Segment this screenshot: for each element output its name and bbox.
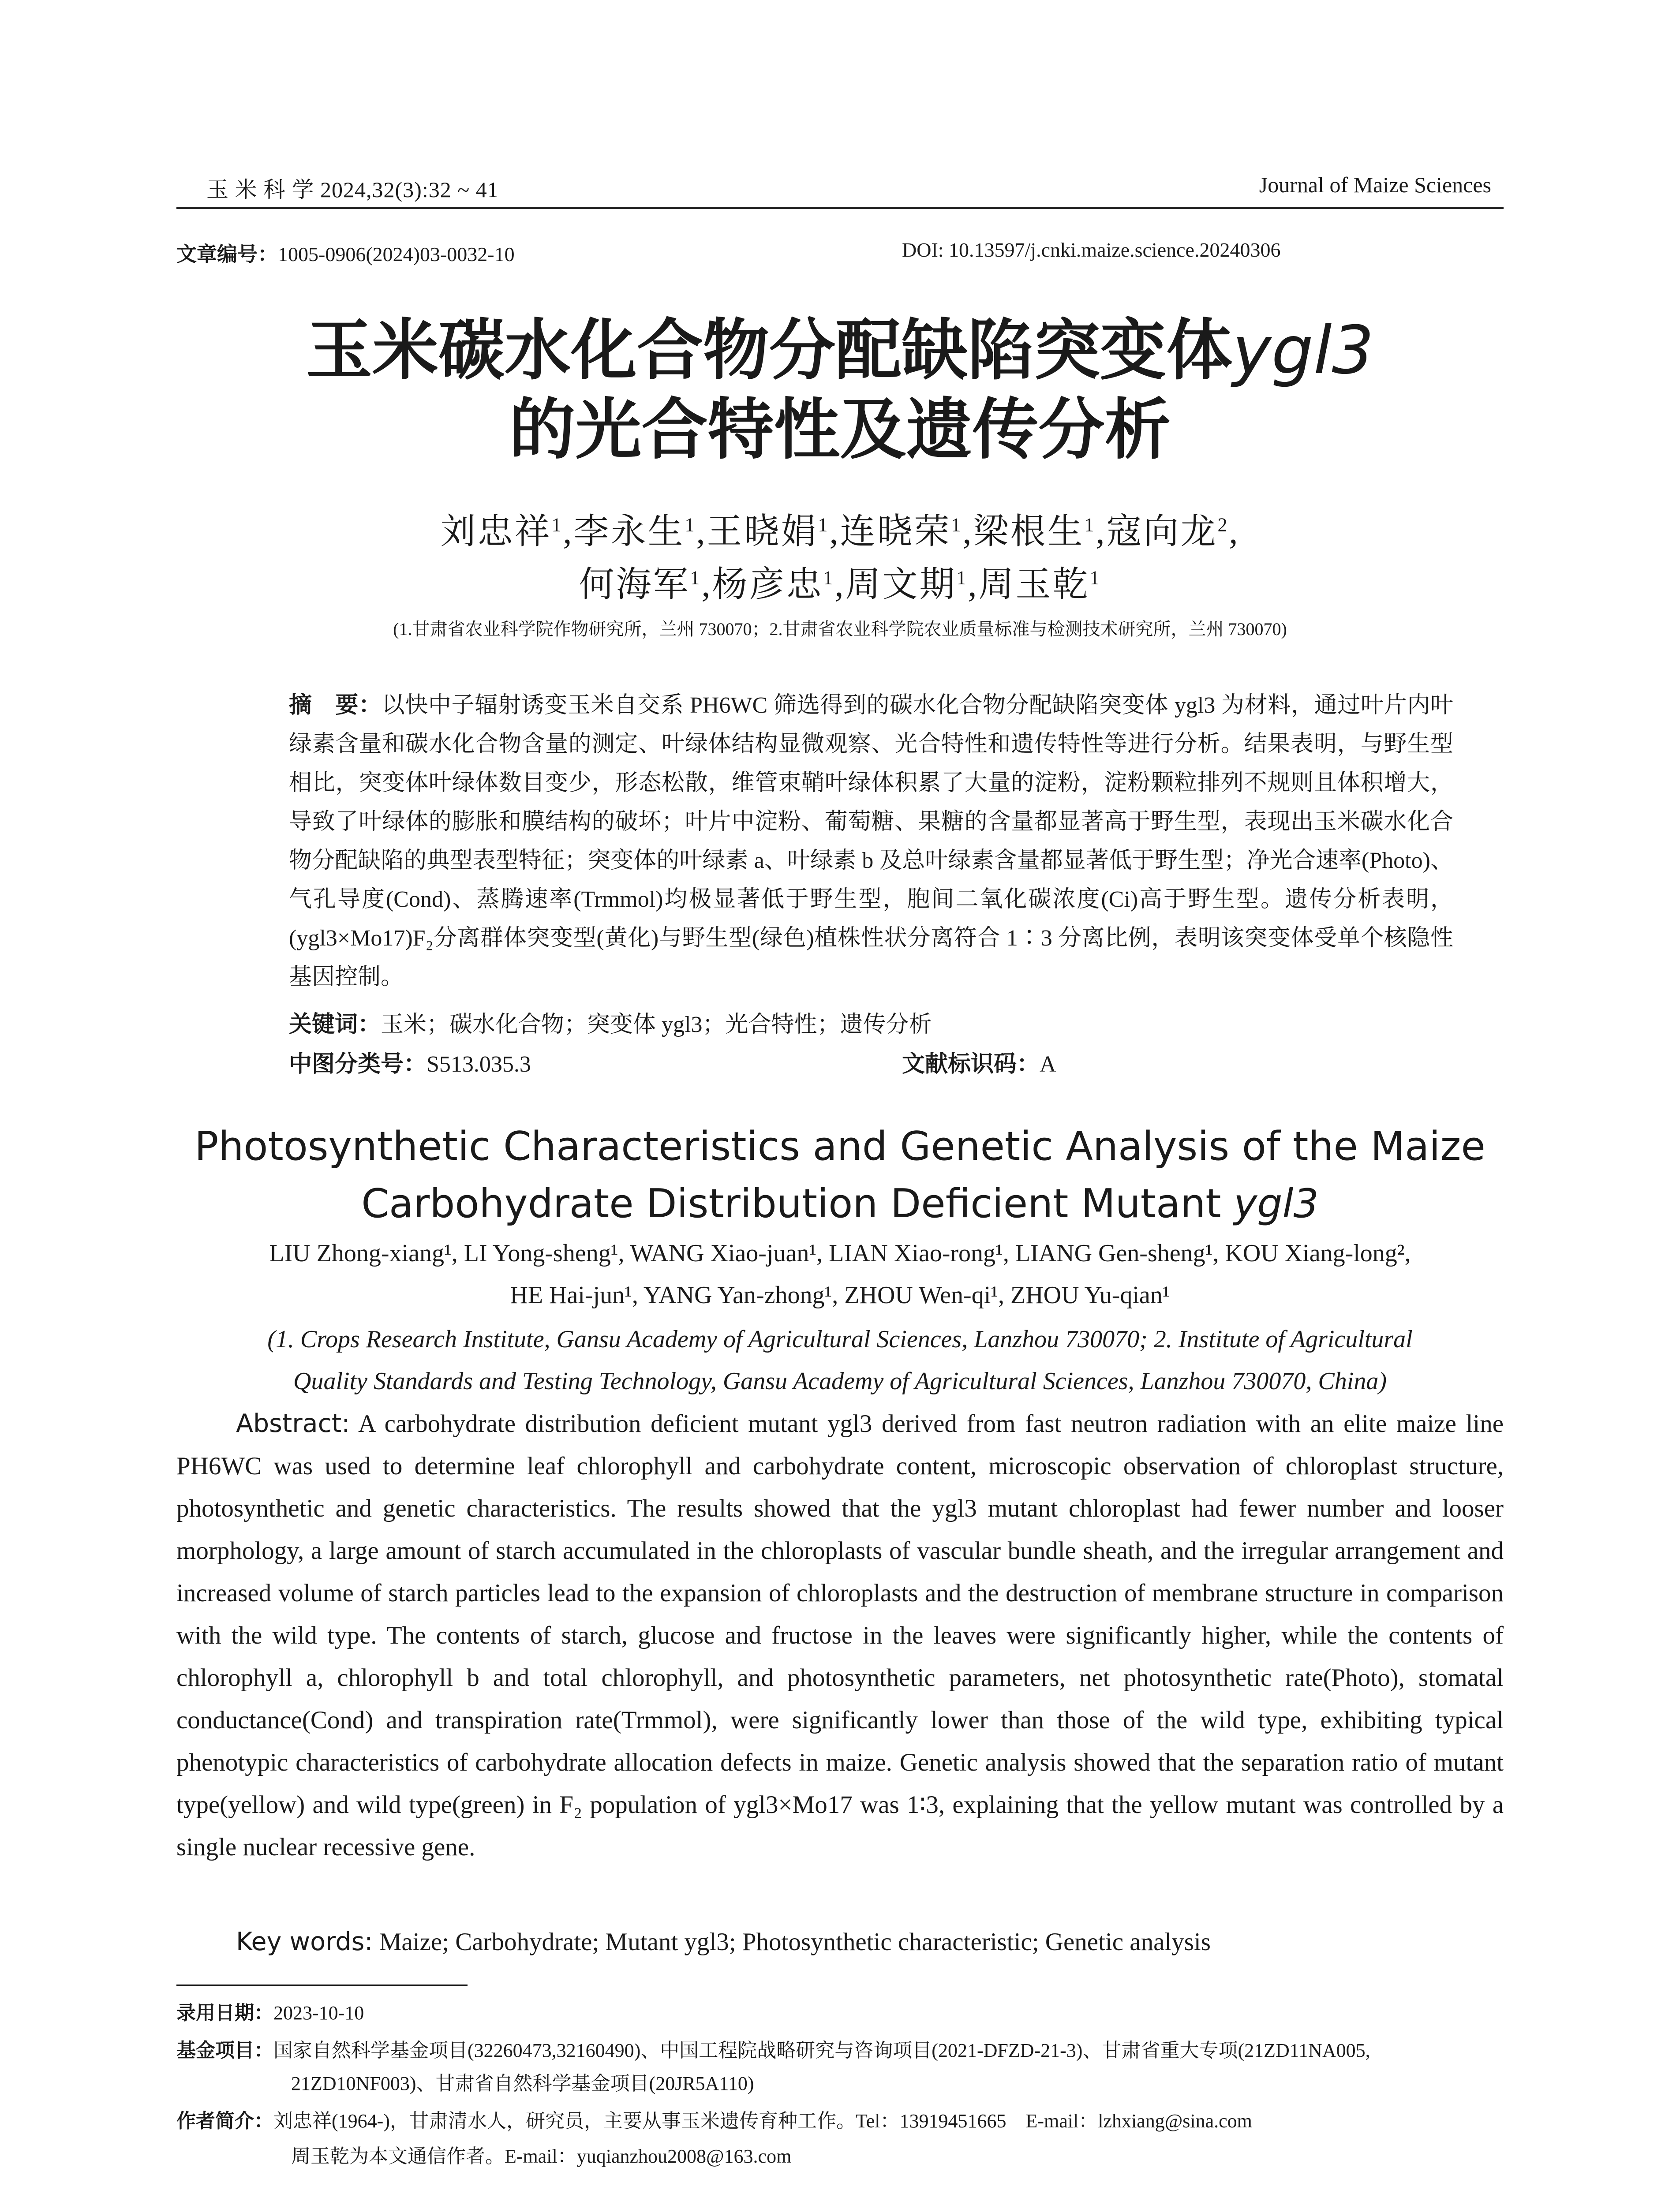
article-number xyxy=(176,238,515,267)
funding-label: 基金项目： xyxy=(176,2039,273,2062)
doc-code-label: 文献标识码： xyxy=(902,1051,1040,1077)
author: 王晓娟 xyxy=(707,512,818,551)
title-cn-line2: 的光合特性及遗传分析 xyxy=(509,392,1171,468)
received-date xyxy=(176,1998,364,2029)
abstract-en-label: Abstract: xyxy=(236,1409,350,1438)
affiliation-en-line2: Quality Standards and Testing Technology, Gansu Academy of Agricultural Sciences, Lanzhou 730070, China) xyxy=(293,1368,1387,1395)
abstract-en xyxy=(176,1402,1504,1869)
journal-header-en: Journal of Maize Sciences xyxy=(1259,172,1491,197)
title-cn-line1 xyxy=(176,312,1504,389)
received-label: 录用日期： xyxy=(176,2002,273,2024)
class-label: 中图分类号： xyxy=(289,1051,427,1077)
keywords-cn-label: 关键词： xyxy=(289,1011,381,1038)
abstract-cn-label: 摘 要： xyxy=(289,692,382,718)
author-bio-text: 刘忠祥(1964-)，甘肃清水人，研究员，主要从事玉米遗传育种工作。Tel：13919451665 E-mail：lzhxiang@sina.com xyxy=(273,2110,1252,2132)
funding-line1 xyxy=(176,2035,1370,2066)
title-cn-mutant: ygl3 xyxy=(1232,312,1374,389)
author: 刘忠祥 xyxy=(440,512,552,551)
author: 寇向龙 xyxy=(1106,512,1218,551)
keywords-en xyxy=(176,1921,1504,1963)
authors-en-line2: HE Hai-jun¹, YANG Yan-zhong¹, ZHOU Wen-qi¹, ZHOU Yu-qian¹ xyxy=(510,1282,1170,1309)
abstract-en-text: A carbohydrate distribution deficient mutant ygl3 derived from fast neutron radiation with an elite maize line PH6WC was used to determine leaf chlorophyll and carbohydrate content, microscopic observation of chloroplast structure, photosynthetic and genetic characteristics. The results showed that the ygl3 mutant chloroplast had fewer number and looser morphology, a large amount of starch accumulated in the chloroplasts of vascular bundle sheath, and the irregular arrangement and increased volume of starch particles lead to the expansion of chloroplasts and the destruction of membrane structure in comparison with the wild type. The contents of starch, glucose and fructose in the leaves were significantly higher, while the contents of chlorophyll a, chlorophyll b and total chlorophyll, and photosynthetic parameters, net photosynthetic rate(Photo), stomatal conductance(Cond) and transpiration rate(Trmmol), were significantly lower than those of the wild type, exhibiting typical phenotypic characteristics of carbohydrate allocation defects in maize. Genetic analysis showed that the separation ratio of mutant type(yellow) and wild type(green) in F₂ population of ygl3×Mo17 was 1∶3, explaining that the yellow mutant was controlled by a single nuclear recessive gene. xyxy=(176,1410,1504,1861)
journal-header-cn: 玉 米 科 学 2024,32(3):32 ~ 41 xyxy=(206,177,499,202)
affiliation-en-line1: (1. Crops Research Institute, Gansu Academy of Agricultural Sciences, Lanzhou 730070; 2. Institute of Agricultural xyxy=(267,1326,1413,1353)
authors-en-line1: LIU Zhong-xiang¹, LI Yong-sheng¹, WANG Xiao-juan¹, LIAN Xiao-rong¹, LIANG Gen-sheng¹, KOU Xiang-long², xyxy=(269,1240,1411,1267)
doi: DOI: 10.13597/j.cnki.maize.science.20240306 xyxy=(902,239,1281,261)
author-bio-line2: 周玉乾为本文通信作者。E-mail：yuqianzhou2008@163.com xyxy=(291,2145,792,2167)
abstract-cn xyxy=(289,686,1453,997)
article-number-label: 文章编号： xyxy=(176,242,278,266)
class-value: S513.035.3 xyxy=(427,1052,531,1077)
author-bio-line1 xyxy=(176,2106,1252,2137)
title-en-mutant: ygl3 xyxy=(1234,1181,1319,1227)
keywords-en-label: Key words: xyxy=(236,1927,373,1956)
authors-cn-line2: 何海军$^1$,杨彦忠$^1$,周文期$^1$,周玉乾$^1$ xyxy=(579,565,1101,604)
author: 周文期 xyxy=(845,565,957,604)
keywords-cn xyxy=(289,1005,932,1039)
title-en-text: Carbohydrate Distribution Deficient Mutant xyxy=(361,1181,1221,1227)
author: 杨彦忠 xyxy=(712,565,823,604)
funding-text: 国家自然科学基金项目(32260473,32160490)、中国工程院战略研究与咨询项目(2021-DFZD-21-3)、甘肃省重大专项(21ZD11NA005, xyxy=(273,2040,1370,2061)
footnote-rule xyxy=(176,1984,468,1986)
author: 何海军 xyxy=(579,565,690,604)
document-code xyxy=(902,1045,1056,1078)
keywords-cn-text: 玉米；碳水化合物；突变体 ygl3；光合特性；遗传分析 xyxy=(381,1012,932,1037)
author: 连晓荣 xyxy=(840,512,951,551)
authors-cn-line1: 刘忠祥$^1$,李永生$^1$,王晓娟$^1$,连晓荣$^1$,梁根生$^1$,寇向龙$^2$, xyxy=(440,512,1240,551)
author: 周玉乾 xyxy=(978,565,1090,604)
author: 李永生 xyxy=(573,512,685,551)
title-en-line2 xyxy=(176,1181,1504,1227)
keywords-en-text: Maize; Carbohydrate; Mutant ygl3; Photosynthetic characteristic; Genetic analysis xyxy=(379,1928,1211,1956)
received-value: 2023-10-10 xyxy=(273,2002,364,2024)
header-rule xyxy=(176,207,1504,209)
abstract-cn-text: 以快中子辐射诱变玉米自交系 PH6WC 筛选得到的碳水化合物分配缺陷突变体 ygl3 为材料，通过叶片内叶绿素含量和碳水化合物含量的测定、叶绿体结构显微观察、光合特性和遗传特性等进行分析。结果表明，与野生型相比，突变体叶绿体数目变少，形态松散，维管束鞘叶绿体积累了大量的淀粉，淀粉颗粒排列不规则且体积增大，导致了叶绿体的膨胀和膜结构的破坏；叶片中淀粉、葡萄糖、果糖的含量都显著高于野生型，表现出玉米碳水化合物分配缺陷的典型表型特征；突变体的叶绿素 a、叶绿素 b 及总叶绿素含量都显著低于野生型；净光合速率(Photo)、气孔导度(Cond)、蒸腾速率(Trmmol)均极显著低于野生型，胞间二氧化碳浓度(Ci)高于野生型。遗传分析表明，(ygl3×Mo17)F₂分离群体突变型(黄化)与野生型(绿色)植株性状分离符合 1∶3 分离比例，表明该突变体受单个核隐性基因控制。 xyxy=(289,693,1453,990)
title-cn-text: 玉米碳水化合物分配缺陷突变体 xyxy=(306,312,1232,389)
classification-cn xyxy=(289,1045,531,1078)
author: 梁根生 xyxy=(973,512,1085,551)
author-bio-label: 作者简介： xyxy=(176,2110,273,2132)
funding-line2: 21ZD10NF003)、甘肃省自然科学基金项目(20JR5A110) xyxy=(291,2073,754,2094)
doc-code-value: A xyxy=(1040,1052,1056,1077)
article-number-value: 1005-0906(2024)03-0032-10 xyxy=(278,243,515,265)
title-en-line1: Photosynthetic Characteristics and Genetic Analysis of the Maize xyxy=(195,1123,1485,1170)
affiliation-cn: (1.甘肃省农业科学院作物研究所，兰州 730070；2.甘肃省农业科学院农业质量标准与检测技术研究所，兰州 730070) xyxy=(393,619,1287,639)
